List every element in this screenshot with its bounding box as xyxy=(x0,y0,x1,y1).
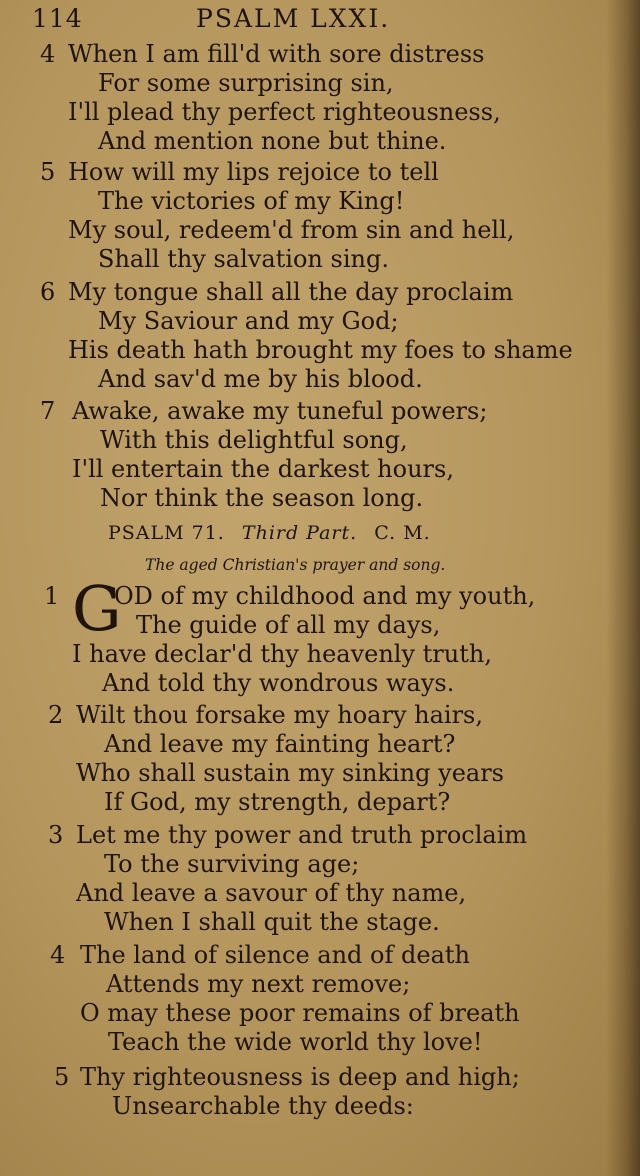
verse-text: With this delightful song, xyxy=(100,426,408,454)
stanza-line xyxy=(40,1028,600,1057)
stanza-line xyxy=(40,98,600,127)
verse-text: Let me thy power and truth proclaim xyxy=(76,821,528,849)
verse-text: I have declar'd thy heavenly truth, xyxy=(72,640,492,668)
stanza-line xyxy=(40,999,600,1028)
section-meter: C. M. xyxy=(374,522,431,544)
verse-text: And leave a savour of thy name, xyxy=(76,879,467,907)
verse-text: How will my lips rejoice to tell xyxy=(68,158,439,186)
stanza-3 xyxy=(40,821,600,937)
stanza-line xyxy=(40,821,600,850)
verse-text: The land of silence and of death xyxy=(80,941,470,969)
stanza-line xyxy=(40,941,600,970)
stanza-line xyxy=(40,216,600,245)
verse-text: And told thy wondrous ways. xyxy=(102,669,455,697)
stanza-line xyxy=(40,879,600,908)
stanza-line xyxy=(40,1092,600,1121)
verse-text: For some surprising sin, xyxy=(98,69,394,97)
stanza-5 xyxy=(40,158,600,274)
verse-text: Who shall sustain my sinking years xyxy=(76,759,504,787)
stanza-line xyxy=(40,455,600,484)
stanza-4 xyxy=(40,40,600,156)
stanza-line xyxy=(40,484,600,513)
verse-number: 2 xyxy=(48,701,64,729)
verse-text: Shall thy salvation sing. xyxy=(98,245,389,273)
stanza-5b xyxy=(40,1063,600,1121)
stanza-line xyxy=(40,850,600,879)
section-title: PSALM 71. xyxy=(108,522,225,544)
stanza-line xyxy=(40,701,600,730)
verse-text: My soul, redeem'd from sin and hell, xyxy=(68,216,515,244)
stanza-line xyxy=(40,640,600,669)
stanza-line xyxy=(40,970,600,999)
verse-number: 6 xyxy=(40,278,56,306)
stanza-line xyxy=(40,245,600,274)
stanza-line xyxy=(40,278,600,307)
verse-number: 4 xyxy=(40,40,56,68)
stanza-line xyxy=(40,730,600,759)
verse-text: The victories of my King! xyxy=(98,187,405,215)
verse-text: O may these poor remains of breath xyxy=(80,999,520,1027)
verse-text: Unsearchable thy deeds: xyxy=(112,1092,414,1120)
verse-text: And leave my fainting heart? xyxy=(104,730,456,758)
verse-number: 5 xyxy=(54,1063,70,1091)
stanza-line xyxy=(40,788,600,817)
verse-number: 4 xyxy=(50,941,66,969)
stanza-line xyxy=(40,397,600,426)
verse-text: My tongue shall all the day proclaim xyxy=(68,278,514,306)
verse-text: OD of my childhood and my youth, xyxy=(114,582,536,610)
verse-text: And mention none but thine. xyxy=(98,127,447,155)
stanza-7 xyxy=(40,397,600,513)
stanza-line xyxy=(40,908,600,937)
page-number: 114 xyxy=(32,4,83,33)
stanza-line xyxy=(40,307,600,336)
verse-text: Wilt thou forsake my hoary hairs, xyxy=(76,701,483,729)
page-header xyxy=(26,2,586,36)
stanza-6 xyxy=(40,278,600,394)
page-edge-shadow xyxy=(606,0,640,1176)
stanza-line xyxy=(40,127,600,156)
verse-number: 5 xyxy=(40,158,56,186)
stanza-line xyxy=(40,336,600,365)
verse-text: My Saviour and my God; xyxy=(98,307,399,335)
stanza-line xyxy=(40,69,600,98)
stanza-line xyxy=(40,40,600,69)
stanza-line xyxy=(40,158,600,187)
verse-text: Teach the wide world thy love! xyxy=(108,1028,483,1056)
verse-text: His death hath brought my foes to shame xyxy=(68,336,573,364)
stanza-line xyxy=(40,426,600,455)
verse-text: Attends my next remove; xyxy=(106,970,411,998)
stanza-line xyxy=(40,365,600,394)
verse-text: When I shall quit the stage. xyxy=(104,908,440,936)
verse-text: Awake, awake my tuneful powers; xyxy=(72,397,488,425)
stanza-2 xyxy=(40,701,600,817)
verse-number: 7 xyxy=(40,397,56,425)
verse-number: 1 xyxy=(44,582,60,610)
stanza-line xyxy=(40,669,600,698)
stanza-line xyxy=(40,582,600,611)
section-heading xyxy=(108,522,441,544)
stanza-line xyxy=(40,759,600,788)
stanza-line xyxy=(40,1063,600,1092)
stanza-1 xyxy=(40,582,600,698)
verse-text: If God, my strength, depart? xyxy=(104,788,451,816)
stanza-line xyxy=(40,187,600,216)
verse-text: And sav'd me by his blood. xyxy=(98,365,423,393)
verse-text: When I am fill'd with sore distress xyxy=(68,40,485,68)
verse-text: Thy righteousness is deep and high; xyxy=(80,1063,520,1091)
verse-text: Nor think the season long. xyxy=(100,484,424,512)
verse-text: The guide of all my days, xyxy=(136,611,441,639)
verse-text: To the surviving age; xyxy=(104,850,360,878)
drop-cap: G xyxy=(72,572,122,645)
section-subtitle: The aged Christian's prayer and song. xyxy=(145,556,446,574)
verse-text: I'll plead thy perfect righteousness, xyxy=(68,98,501,126)
running-head: PSALM LXXI. xyxy=(196,4,391,33)
stanza-4b xyxy=(40,941,600,1057)
stanza-line xyxy=(40,611,600,640)
section-part: Third Part. xyxy=(241,522,358,544)
verse-text: I'll entertain the darkest hours, xyxy=(72,455,454,483)
verse-number: 3 xyxy=(48,821,64,849)
